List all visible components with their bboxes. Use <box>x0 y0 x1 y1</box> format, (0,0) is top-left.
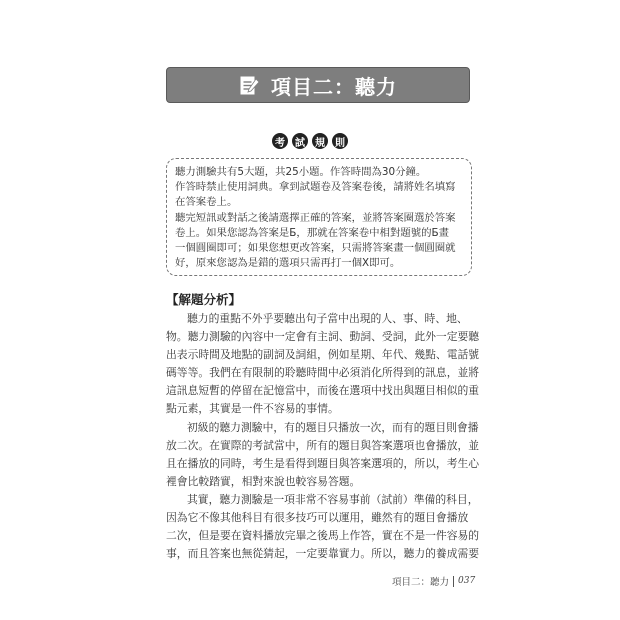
rules-label-char: 則 <box>332 133 348 149</box>
page-footer <box>392 574 475 588</box>
footer-section-name: 項目二：聽力 <box>392 577 450 588</box>
rules-label-char: 考 <box>272 133 288 149</box>
section-title-bar <box>166 67 470 103</box>
rules-line: 卷上。如果您認為答案是Б，那就在答案卷中相對題號的Б畫 <box>175 226 450 239</box>
body-line: 且在播放的同時，考生是看得到題目與答案選項的，所以，考生心 <box>166 456 480 470</box>
page-number: 037 <box>458 576 476 586</box>
rules-line: 在答案卷上。 <box>175 196 238 209</box>
body-line: 這訊息短暫的停留在記憶當中，而後在選項中找出與題目相似的重 <box>166 384 480 398</box>
rules-line: 作答時禁止使用詞典。拿到試題卷及答案卷後，請將姓名填寫 <box>175 181 456 194</box>
analysis-body <box>166 310 480 563</box>
page-title: 項目二：聽力 <box>271 74 397 99</box>
body-line: 點元素，其實是一件不容易的事情。 <box>166 402 339 416</box>
body-line: 事，而且答案也無從猜起，一定要靠實力。所以，聽力的養成需要 <box>166 547 480 561</box>
body-line: 初級的聽力測驗中，有的題目只播放一次，而有的題目則會播 <box>187 420 479 434</box>
rules-label-char: 規 <box>312 133 328 149</box>
exam-rules-label <box>0 133 620 149</box>
footer-divider <box>453 576 454 587</box>
document-pen-icon <box>239 74 261 96</box>
body-line: 物。聽力測驗的內容中一定會有主詞、動詞、受詞，此外一定要聽 <box>166 330 480 344</box>
exam-rules-box <box>166 158 472 276</box>
body-line: 碼等等。我們在有限制的聆聽時間中必須消化所得到的訊息，並將 <box>166 366 480 380</box>
body-line: 裡會比較踏實，相對來說也較容易答題。 <box>166 474 361 488</box>
rules-label-char: 試 <box>292 133 308 149</box>
rules-line: 聽完短訊或對話之後請選擇正確的答案，並將答案圈選於答案 <box>175 211 456 224</box>
body-line: 二次，但是要在資料播放完畢之後馬上作答，實在不是一件容易的 <box>166 529 480 543</box>
body-line: 放二次。在實際的考試當中，所有的題目與答案選項也會播放，並 <box>166 438 480 452</box>
body-line: 其實，聽力測驗是一項非常不容易事前（試前）準備的科目， <box>187 492 479 506</box>
rules-line: 好，原來您認為是錯的選項只需再打一個X即可。 <box>175 257 401 270</box>
body-line: 聽力的重點不外乎要聽出句子當中出現的人、事、時、地、 <box>187 312 468 325</box>
analysis-heading: 【解題分析】 <box>166 292 242 307</box>
body-line: 因為它不像其他科目有很多技巧可以運用，雖然有的題目會播放 <box>166 511 469 525</box>
rules-line: 聽力測驗共有5大題，共25小題。作答時間為30分鐘。 <box>175 166 427 178</box>
body-line: 出表示時間及地點的副詞及詞組，例如星期、年代、幾點、電話號 <box>166 348 480 362</box>
rules-line: 一個圓圈即可；如果您想更改答案，只需將答案畫一個圓圈就 <box>175 242 456 255</box>
